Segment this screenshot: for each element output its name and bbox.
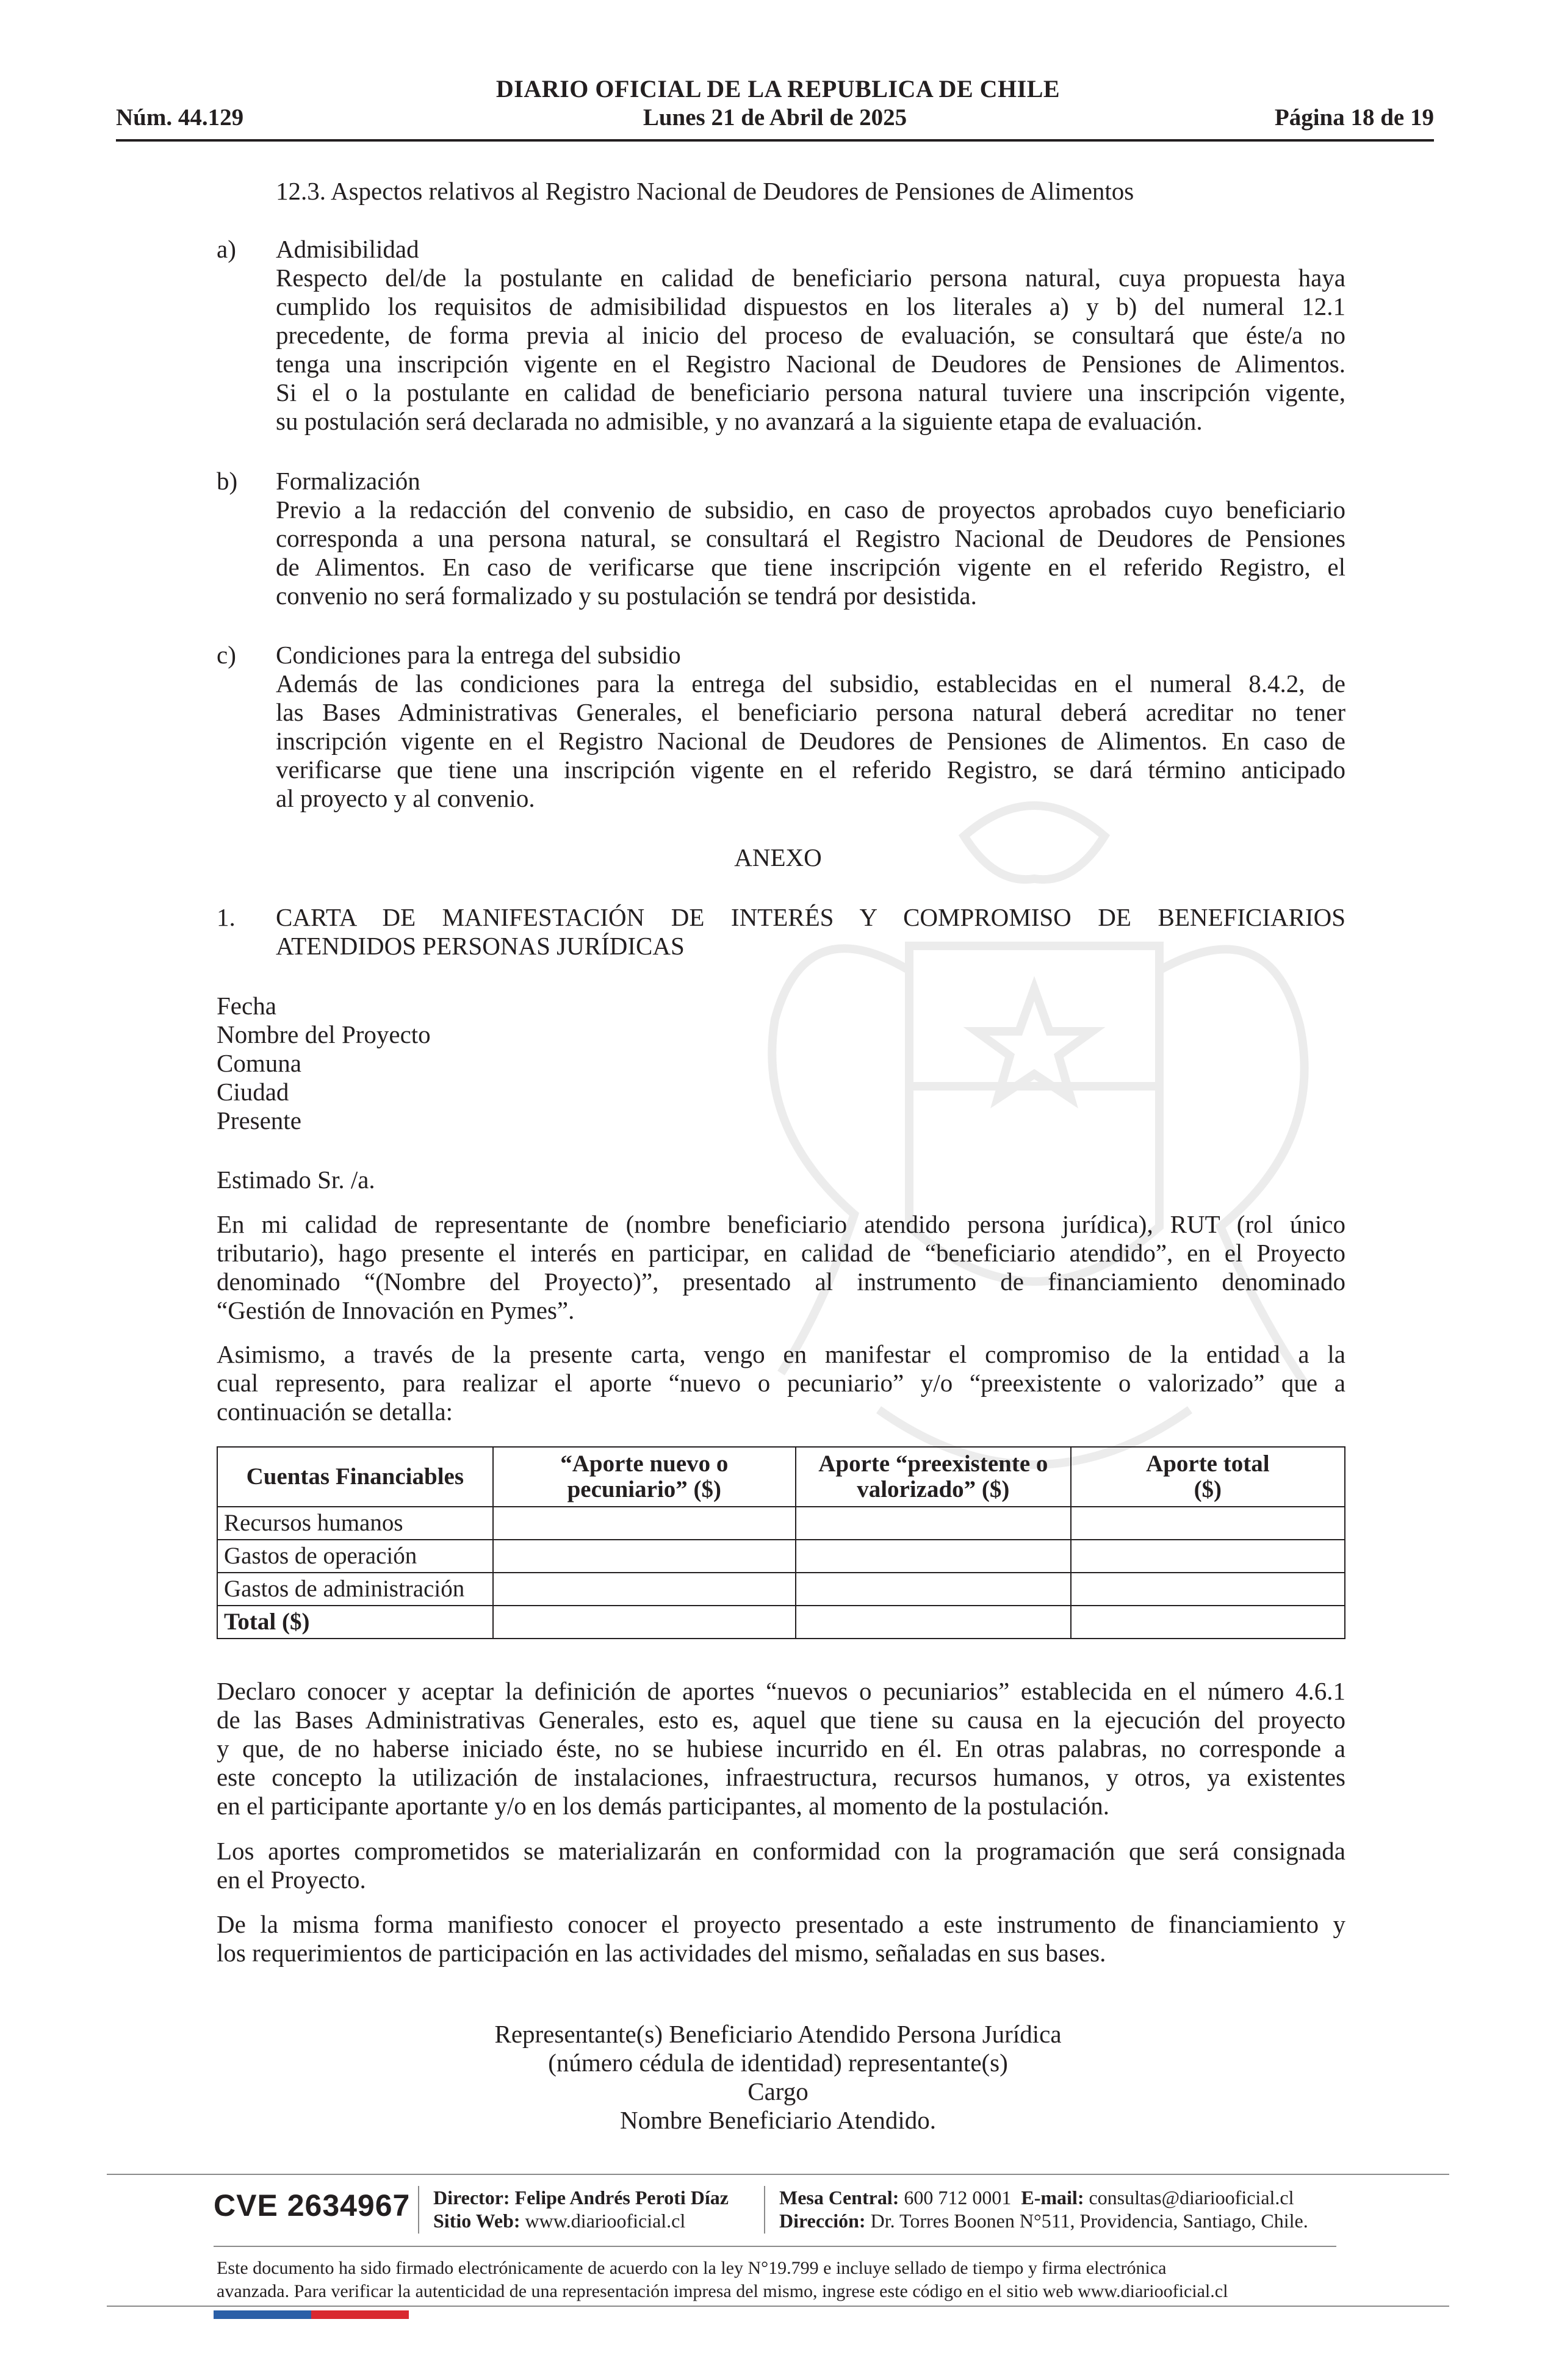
item-b-title: Formalización <box>276 467 420 495</box>
mesa-label: Mesa Central: <box>779 2187 899 2209</box>
para3-line-1: Declaro conocer y aceptar la definición de aportes “nuevos o pecuniarios” establecida en el número 4.6.1 <box>217 1677 1345 1705</box>
header-aporte-nuevo-line-1: “Aporte nuevo o <box>560 1451 729 1477</box>
address-fecha: Fecha <box>217 992 276 1020</box>
para2-line-2: cual represento, para realizar el aporte “nuevo o pecuniario” y/o “preexistente o valorizado” que a <box>217 1369 1345 1397</box>
address-nombre-proyecto: Nombre del Proyecto <box>217 1020 431 1048</box>
item-b-line-3: de Alimentos. En caso de verificarse que tiene inscripción vigente en el referido Registro, el <box>276 553 1345 581</box>
row-label-recursos-humanos: Recursos humanos <box>217 1507 493 1540</box>
row-label-total: Total ($) <box>217 1606 493 1639</box>
address-ciudad: Ciudad <box>217 1078 289 1106</box>
item-a-line-5: Si el o la postulante en calidad de beneficiario persona natural tuviere una inscripción vigente, <box>276 378 1345 406</box>
item-a-title: Admisibilidad <box>276 235 419 263</box>
table-cell <box>493 1507 796 1540</box>
para3-line-4: este concepto la utilización de instalaciones, infraestructura, recursos humanos, y otros, ya existentes <box>217 1763 1345 1791</box>
footer-divider-middle <box>214 2246 1336 2247</box>
table-cell <box>796 1540 1071 1573</box>
table-cell <box>796 1573 1071 1606</box>
direccion-value: Dr. Torres Boonen N°511, Providencia, Santiago, Chile. <box>870 2210 1308 2232</box>
item-b-marker: b) <box>217 467 238 495</box>
table-cell <box>1071 1573 1345 1606</box>
para2-line-3: continuación se detalla: <box>217 1397 453 1426</box>
para4-line-2: en el Proyecto. <box>217 1866 366 1894</box>
item-a-line-6: su postulación será declarada no admisible, y no avanzará a la siguiente etapa de evaluación. <box>276 407 1203 435</box>
footer-divider-top <box>107 2174 1449 2175</box>
para3-line-2: de las Bases Administrativas Generales, esto es, aquel que tiene su causa en la ejecución del proyecto <box>217 1706 1345 1734</box>
website-label: Sitio Web: <box>433 2210 520 2232</box>
address-presente: Presente <box>217 1106 301 1134</box>
table-cell <box>1071 1507 1345 1540</box>
header-aporte-preexistente <box>796 1447 1071 1507</box>
table-row <box>217 1540 1345 1573</box>
anexo-item-title-line-2: ATENDIDOS PERSONAS JURÍDICAS <box>276 932 685 960</box>
header-aporte-total-line-2: ($) <box>1194 1476 1222 1502</box>
para1-line-2: tributario), hago presente el interés en participar, en calidad de “beneficiario atendido”, en el Proyecto <box>217 1239 1345 1267</box>
item-b-line-2: corresponda a una persona natural, se consultará el Registro Nacional de Deudores de Pensiones <box>276 524 1345 552</box>
flag-stripe-red <box>311 2310 409 2319</box>
item-b-line-4: convenio no será formalizado y su postulación se tendrá por desistida. <box>276 582 977 610</box>
header-aporte-preexistente-line-1: Aporte “preexistente o <box>818 1451 1048 1477</box>
footer-separator <box>764 2186 765 2234</box>
flag-stripe-blue <box>214 2310 311 2319</box>
item-b-line-1: Previo a la redacción del convenio de subsidio, en caso de proyectos aprobados cuyo beneficiario <box>276 496 1345 524</box>
item-a-line-4: tenga una inscripción vigente en el Registro Nacional de Deudores de Pensiones de Alimentos. <box>276 350 1345 378</box>
item-c-line-3: inscripción vigente en el Registro Nacional de Deudores de Pensiones de Alimentos. En caso de <box>276 727 1345 755</box>
para1-line-3: denominado “(Nombre del Proyecto)”, presentado al instrumento de financiamiento denominado <box>217 1268 1345 1296</box>
table-cell <box>493 1573 796 1606</box>
signature-line-1: Representante(s) Beneficiario Atendido Persona Jurídica <box>494 2020 1062 2048</box>
salutation: Estimado Sr. /a. <box>217 1166 375 1194</box>
header-row <box>116 104 1434 134</box>
contact-line <box>779 2186 1294 2209</box>
table-cell <box>493 1540 796 1573</box>
table-cell <box>1071 1606 1345 1639</box>
para4-line-1: Los aportes comprometidos se materializarán en conformidad con la programación que será consignada <box>217 1837 1345 1865</box>
header-cuentas-line-1: Cuentas Financiables <box>246 1463 464 1490</box>
table-cell <box>493 1606 796 1639</box>
aportes-table <box>217 1446 1345 1639</box>
page-indicator: Página 18 de 19 <box>1274 104 1434 131</box>
table-row <box>217 1573 1345 1606</box>
para1-line-4: “Gestión de Innovación en Pymes”. <box>217 1296 575 1324</box>
item-a-line-3: precedente, de forma previa al inicio del proceso de evaluación, se consultará que éste/a no <box>276 321 1345 349</box>
item-a-line-1: Respecto del/de la postulante en calidad de beneficiario persona natural, cuya propuesta haya <box>276 264 1345 292</box>
header-aporte-nuevo-line-2: pecuniario” ($) <box>567 1476 722 1502</box>
email-link[interactable]: consultas@diariooficial.cl <box>1089 2187 1294 2209</box>
signature-notice-line-2: avanzada. Para verificar la autenticidad de una representación impresa del mismo, ingrese este código en el sitio web www.diariooficial.cl <box>217 2281 1228 2301</box>
anexo-item-number: 1. <box>217 903 236 931</box>
table-row-total <box>217 1606 1345 1639</box>
newspaper-title: DIARIO OFICIAL DE LA REPUBLICA DE CHILE <box>495 75 1061 103</box>
signature-line-2: (número cédula de identidad) representante(s) <box>548 2049 1008 2077</box>
direccion-label: Dirección: <box>779 2210 866 2232</box>
cve-code: CVE 2634967 <box>214 2188 411 2223</box>
director-name: Felipe Andrés Peroti Díaz <box>514 2187 729 2209</box>
mesa-value: 600 712 0001 <box>904 2187 1012 2209</box>
issue-number: Núm. 44.129 <box>116 104 244 131</box>
table-header-row <box>217 1447 1345 1507</box>
header-aporte-total-line-1: Aporte total <box>1146 1451 1270 1477</box>
para3-line-3: y que, de no haberse iniciado éste, no se hubiese incurrido en él. En otras palabras, no corresponde a <box>217 1734 1345 1762</box>
footer-separator <box>418 2186 419 2234</box>
row-label-gastos-administracion: Gastos de administración <box>217 1573 493 1606</box>
item-a-line-2: cumplido los requisitos de admisibilidad dispuestos en los literales a) y b) del numeral 12.1 <box>276 292 1345 320</box>
para5-line-1: De la misma forma manifiesto conocer el proyecto presentado a este instrumento de financiamiento y <box>217 1910 1345 1938</box>
signature-notice <box>217 2257 1333 2303</box>
anexo-item-title-line-1: CARTA DE MANIFESTACIÓN DE INTERÉS Y COMPROMISO DE BENEFICIARIOS <box>276 903 1345 931</box>
director-label: Director: <box>433 2187 510 2209</box>
website-line <box>433 2209 685 2232</box>
footer-divider-bottom <box>107 2306 1449 2307</box>
address-line <box>779 2209 1308 2232</box>
item-c-marker: c) <box>217 641 236 669</box>
signature-line-4: Nombre Beneficiario Atendido. <box>619 2106 937 2134</box>
para3-line-5: en el participante aportante y/o en los demás participantes, al momento de la postulación. <box>217 1792 1109 1820</box>
website-link[interactable]: www.diariooficial.cl <box>525 2210 686 2232</box>
header-cuentas <box>217 1447 493 1507</box>
row-label-gastos-operacion: Gastos de operación <box>217 1540 493 1573</box>
signature-line-3: Cargo <box>747 2077 809 2105</box>
header-aporte-total <box>1071 1447 1345 1507</box>
header-divider <box>116 139 1434 142</box>
table-row <box>217 1507 1345 1540</box>
issue-date: Lunes 21 de Abril de 2025 <box>643 104 907 131</box>
para1-line-1: En mi calidad de representante de (nombre beneficiario atendido persona jurídica), RUT (rol único <box>217 1210 1345 1238</box>
item-c-line-5: al proyecto y al convenio. <box>276 784 535 812</box>
table-cell <box>796 1606 1071 1639</box>
header-aporte-preexistente-line-2: valorizado” ($) <box>857 1476 1010 1502</box>
table-cell <box>1071 1540 1345 1573</box>
item-c-line-4: verificarse que tiene una inscripción vigente en el referido Registro, se dará término anticipado <box>276 755 1345 784</box>
director-line <box>433 2186 729 2209</box>
item-a-marker: a) <box>217 235 236 263</box>
item-c-line-1: Además de las condiciones para la entrega del subsidio, establecidas en el numeral 8.4.2, de <box>276 669 1345 698</box>
item-c-title: Condiciones para la entrega del subsidio <box>276 641 681 669</box>
email-label: E-mail: <box>1021 2187 1084 2209</box>
address-comuna: Comuna <box>217 1049 301 1077</box>
signature-notice-line-1: Este documento ha sido firmado electrónicamente de acuerdo con la ley N°19.799 e incluye sellado de tiempo y firma electrónica <box>217 2258 1167 2278</box>
table-cell <box>796 1507 1071 1540</box>
anexo-title: ANEXO <box>734 843 822 871</box>
para5-line-2: los requerimientos de participación en las actividades del mismo, señaladas en sus bases. <box>217 1939 1106 1967</box>
header-aporte-nuevo <box>493 1447 796 1507</box>
para2-line-1: Asimismo, a través de la presente carta, vengo en manifestar el compromiso de la entidad a la <box>217 1340 1345 1368</box>
item-c-line-2: las Bases Administrativas Generales, el beneficiario persona natural deberá acreditar no tener <box>276 698 1345 726</box>
section-heading: 12.3. Aspectos relativos al Registro Nacional de Deudores de Pensiones de Alimentos <box>276 177 1134 205</box>
